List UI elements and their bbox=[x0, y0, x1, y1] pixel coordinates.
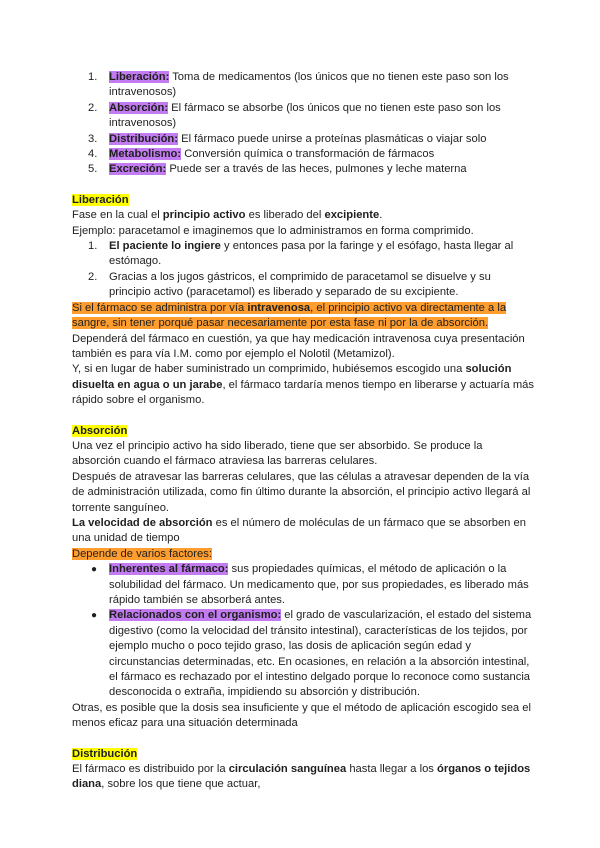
paragraph: Después de atravesar las barreras celulares, que las células a atravesar dependen de la vía de administración utilizada, como fin último durante la absorción, el principio activo llegará al torrente sanguíneo. bbox=[72, 470, 531, 514]
list-item: ● Inherentes al fármaco: sus propiedades químicas, el método de aplicación o la solubilidad del fármaco. Un medicamento que, por sus propiedades, es liberado más rápido también se absorberá antes. bbox=[91, 563, 529, 606]
section-absorcion bbox=[72, 424, 534, 732]
paragraph: La velocidad de absorción es el número de moléculas de un fármaco que se absorben en una unidad de tiempo bbox=[72, 516, 526, 545]
list-item: 3. Distribución: El fármaco puede unirse a proteínas plasmáticas o viajar solo bbox=[88, 132, 487, 145]
list-item: 1. Liberación: Toma de medicamentos (los únicos que no tienen este paso son los intravenosos) bbox=[88, 71, 509, 99]
document-content bbox=[72, 70, 534, 793]
list-item: 2. Absorción: El fármaco se absorbe (los únicos que no tienen este paso son los intravenosos) bbox=[88, 101, 501, 130]
list-item: 4. Metabolismo: Conversión química o transformación de fármacos bbox=[88, 148, 435, 161]
paragraph: El fármaco es distribuido por la circulación sanguínea hasta llegar a los órganos o tejidos diana, sobre los que tiene que actuar, bbox=[72, 763, 531, 791]
bullet-icon: ● bbox=[91, 610, 98, 622]
paragraph: Fase en la cual el principio activo es liberado del excipiente. bbox=[72, 209, 383, 222]
heading-distribucion: Distribución bbox=[72, 747, 138, 760]
list-item: 2. Gracias a los jugos gástricos, el comprimido de paracetamol se disuelve y su principio activo (paracetamol) es liberado y separado de su excipiente. bbox=[88, 270, 491, 299]
paragraph: Ejemplo: paracetamol e imaginemos que lo administramos en forma comprimido. bbox=[72, 224, 474, 237]
paragraph: Dependerá del fármaco en cuestión, ya que hay medicación intravenosa cuya presentación también es para vía I.M. como por ejemplo el Nolotil (Metamizol). bbox=[72, 332, 525, 360]
heading-absorcion: Absorción bbox=[72, 424, 128, 437]
term-excrecion: Excreción: bbox=[109, 163, 167, 176]
bullet-icon: ● bbox=[91, 564, 98, 576]
liberacion-steps bbox=[72, 239, 534, 301]
term-liberacion: Liberación: bbox=[109, 71, 170, 83]
heading-liberacion: Liberación bbox=[72, 193, 129, 206]
term-metabolismo: Metabolismo: bbox=[109, 148, 182, 161]
list-item: 1. El paciente lo ingiere y entonces pasa por la faringe y el esófago, hasta llegar al estómago. bbox=[88, 240, 514, 268]
paragraph: Otras, es posible que la dosis sea insuficiente y que el método de aplicación escogido sea el menos eficaz para una situación determinada bbox=[72, 701, 531, 730]
section-liberacion bbox=[72, 193, 534, 409]
paragraph: Y, si en lugar de haber suministrado un comprimido, hubiésemos escogido una solución disuelta en agua o un jarabe, el fármaco tardaría menos tiempo en liberarse y actuaría más rápido sobre el organismo. bbox=[72, 363, 534, 407]
highlighted-paragraph: Si el fármaco se administra por vía intravenosa, el principio activo va directamente a la sangre, sin tener porqué pasar necesariamente por esta fase ni por la de absorción. bbox=[72, 301, 507, 330]
section-distribucion bbox=[72, 747, 534, 793]
process-list bbox=[72, 70, 534, 178]
term-distribucion: Distribución: bbox=[109, 132, 178, 145]
factor-list bbox=[72, 562, 534, 701]
paragraph: Depende de varios factores: bbox=[72, 547, 212, 560]
term-absorcion: Absorción: bbox=[109, 101, 169, 114]
list-item: 5. Excreción: Puede ser a través de las heces, pulmones y leche materna bbox=[88, 163, 467, 176]
paragraph: Una vez el principio activo ha sido liberado, tiene que ser absorbido. Se produce la absorción cuando el fármaco atraviesa las barreras celulares. bbox=[72, 439, 483, 468]
list-item: ● Relacionados con el organismo: el grado de vascularización, el estado del sistema digestivo (como la velocidad del tránsito intestinal), características de los tejidos, por ejemplo mucho o poco tejido graso, las dosis de aplicación según edad y circunstancias determinadas, etc. En ocasiones, en relación a la absorción intestinal, el fármaco es rechazado por el intestino delgado porque lo reconoce como sustancia desconocida o extraña, impidiendo su absorción y distribución. bbox=[91, 609, 532, 699]
